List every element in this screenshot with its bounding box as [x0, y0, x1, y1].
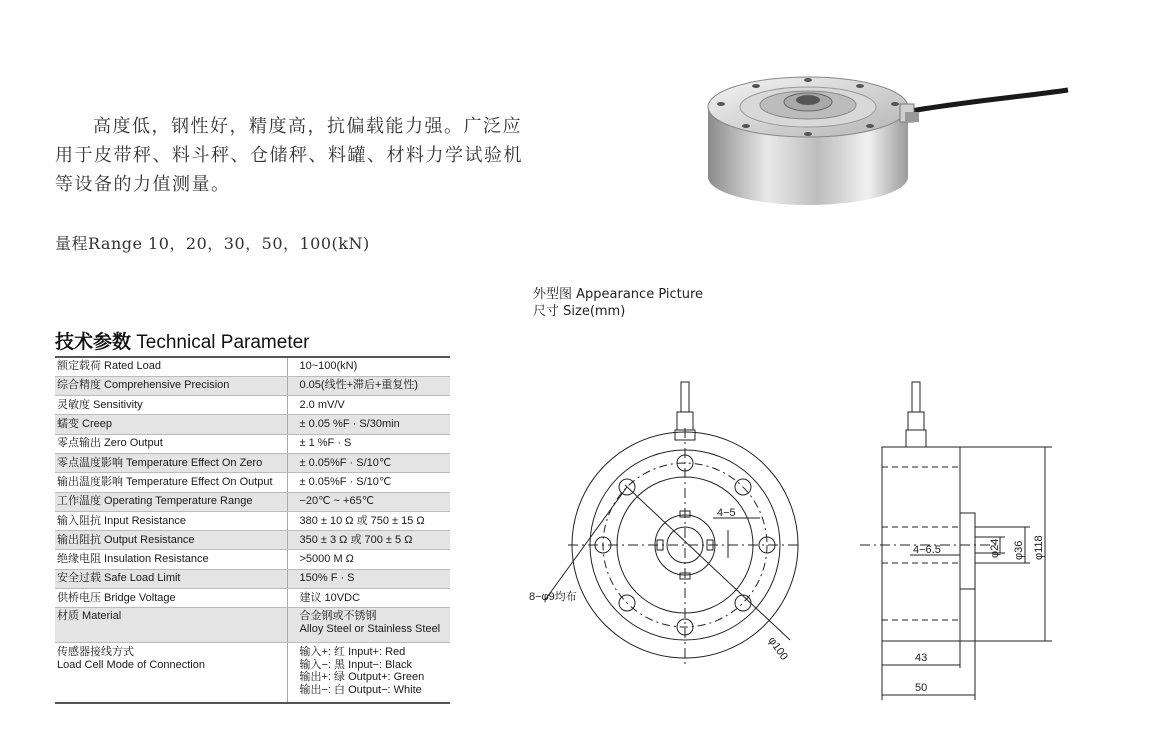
dim-w50: 50: [915, 682, 928, 694]
table-row-material: [55, 608, 450, 643]
param-value: ± 0.05%F · S/10℃: [287, 473, 450, 492]
param-name: 供桥电压 Bridge Voltage: [55, 589, 287, 608]
param-name: [55, 643, 287, 703]
param-value: [287, 608, 450, 643]
dim-dia100: φ100: [765, 634, 790, 663]
tech-title-zh: 技术参数: [55, 332, 132, 353]
outer-flange-circle: [572, 432, 798, 658]
param-value: [287, 643, 450, 703]
param-value: 380 ± 10 Ω 或 750 ± 15 Ω: [287, 511, 450, 530]
appearance-title: [533, 286, 703, 320]
conn-output-plus: 输出+: 绿 Output+: Green: [299, 671, 425, 684]
appearance-label: 外型图 Appearance Picture: [533, 287, 704, 302]
table-row: [55, 376, 450, 395]
param-name: 零点输出 Zero Output: [55, 434, 287, 453]
table-row: [55, 396, 450, 415]
table-row: [55, 434, 450, 453]
dim-slot2: 4−6.5: [913, 544, 941, 556]
intro-line-1: 高度低，钢性好，精度高，抗偏载能力强。广泛应: [93, 116, 522, 137]
param-name: 安全过载 Safe Load Limit: [55, 569, 287, 588]
range-text: 量程Range 10，20，30，50，100(kN): [55, 234, 370, 253]
conn-output-minus: 输出−: 白 Output−: White: [299, 683, 422, 696]
conn-input-plus: 输入+: 红 Input+: Red: [299, 646, 406, 659]
param-value: 2.0 mV/V: [287, 396, 450, 415]
table-row: [55, 492, 450, 511]
param-value: ± 0.05 %F · S/30min: [287, 415, 450, 434]
param-name: 额定载荷 Rated Load: [55, 357, 287, 376]
table-row: [55, 511, 450, 530]
table-row: [55, 550, 450, 569]
param-value: 150% F · S: [287, 569, 450, 588]
size-label: 尺寸 Size(mm): [533, 304, 626, 319]
dim-d24: φ24: [989, 538, 1001, 558]
param-name: 材质 Material: [55, 608, 287, 643]
dim-bolt-holes: 8−φ9均布: [529, 591, 577, 603]
table-row: [55, 473, 450, 492]
dimension-drawing: [500, 370, 1060, 710]
table-row: [55, 453, 450, 472]
table-row: [55, 569, 450, 588]
param-name: 工作温度 Operating Temperature Range: [55, 492, 287, 511]
product-photo: [700, 62, 1080, 212]
dim-d118: φ118: [1033, 535, 1045, 560]
table-row: [55, 589, 450, 608]
intro-paragraph: [55, 112, 555, 199]
table-row: [55, 415, 450, 434]
conn-input-minus: 输入−: 黑 Input−: Black: [299, 658, 412, 671]
dim-d36: φ36: [1013, 540, 1025, 560]
table-row-connection: [55, 643, 450, 703]
conn-label-zh: 传感器接线方式: [57, 646, 134, 659]
param-value: 建议 10VDC: [287, 589, 450, 608]
param-name: 输出温度影响 Temperature Effect On Output: [55, 473, 287, 492]
dim-w43: 43: [915, 652, 928, 664]
param-name: 综合精度 Comprehensive Precision: [55, 376, 287, 395]
spec-table: [55, 356, 450, 704]
intro-line-3: 等设备的力值测量。: [55, 174, 231, 195]
dim-slot: 4−5: [717, 507, 736, 519]
table-row: [55, 357, 450, 376]
material-zh: 合金钢或不锈钢: [299, 610, 377, 623]
param-name: 零点温度影响 Temperature Effect On Zero: [55, 453, 287, 472]
param-value: 350 ± 3 Ω 或 700 ± 5 Ω: [287, 531, 450, 550]
param-value: 0.05(线性+滞后+重复性): [287, 376, 450, 395]
param-value: ± 1 %F · S: [287, 434, 450, 453]
intro-line-2: 用于皮带秤、料斗秤、仓储秤、料罐、材料力学试验机: [55, 145, 523, 166]
param-name: 灵敏度 Sensitivity: [55, 396, 287, 415]
tech-title-en: Technical Parameter: [136, 332, 310, 353]
tech-title: [55, 327, 310, 354]
material-en: Alloy Steel or Stainless Steel: [299, 622, 441, 635]
conn-label-en: Load Cell Mode of Connection: [57, 659, 205, 672]
param-value: 10~100(kN): [287, 357, 450, 376]
param-value: −20℃ ~ +65℃: [287, 492, 450, 511]
param-name: 蠕变 Creep: [55, 415, 287, 434]
param-name: 输出阻抗 Output Resistance: [55, 531, 287, 550]
param-name: 输入阻抗 Input Resistance: [55, 511, 287, 530]
table-row: [55, 531, 450, 550]
param-value: >5000 M Ω: [287, 550, 450, 569]
param-name: 绝缘电阻 Insulation Resistance: [55, 550, 287, 569]
param-value: ± 0.05%F · S/10℃: [287, 453, 450, 472]
